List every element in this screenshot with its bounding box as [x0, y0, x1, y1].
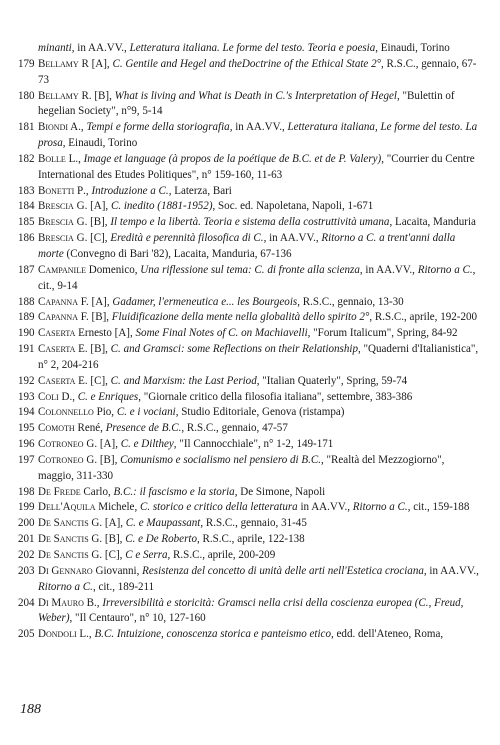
- bibliography-entry: [18, 437, 482, 453]
- entry-publication: , "Quaderni d'Italianistica", n° 2, 204-216: [38, 343, 479, 371]
- entry-number: 200: [18, 517, 35, 530]
- entry-detail: Giovanni,: [92, 564, 143, 577]
- entry-author: De Sanctis: [38, 517, 89, 530]
- entry-title: C e Serra: [125, 549, 168, 561]
- entry-title: minanti: [38, 42, 72, 54]
- entry-detail: . [B],: [88, 89, 115, 102]
- entry-number: 184: [18, 200, 35, 213]
- entry-publication: , Laterza, Bari: [168, 184, 232, 197]
- entry-detail: G. [B],: [83, 453, 121, 466]
- entry-author: Comoth: [38, 422, 75, 435]
- entry-author: Bonetti P: [38, 184, 84, 197]
- entry-detail: F. [B],: [77, 311, 112, 324]
- entry-number: [0, 41, 18, 57]
- entry-number: 205: [18, 628, 35, 641]
- entry-text: [38, 485, 482, 501]
- entry-title: Eredità e perennità filosofica di C.: [110, 232, 264, 245]
- entry-title: Gadamer, l'ermeneutica e... les Bourgeois: [112, 295, 298, 308]
- entry-text: [38, 500, 482, 516]
- entry-publication: , "Bulettin of hegelian Society", n°9, 5-14: [38, 89, 455, 118]
- entry-author: Colonnello: [38, 406, 94, 419]
- entry-text: [38, 564, 482, 596]
- entry-secondary-title: Ritorno a C. a trent'anni dalla morte: [38, 232, 456, 260]
- entry-title: Resistenza del concetto di unità delle arti nell'Estetica crociana: [142, 564, 424, 577]
- entry-text: [38, 532, 482, 548]
- entry-number: 199: [18, 501, 35, 514]
- entry-secondary-title: Ritorno a C.: [38, 580, 93, 593]
- entry-detail: [A],: [88, 57, 113, 70]
- entry-number: 181: [18, 121, 35, 134]
- entry-number: 182: [18, 152, 35, 165]
- entry-text: [38, 231, 482, 263]
- entry-publication: , R.S.C., gennaio, 67-73: [38, 57, 477, 86]
- entry-author: Brescia G: [38, 232, 85, 245]
- entry-publication: , R.S.C., aprile, 192-200: [369, 311, 478, 324]
- entry-publication: , "Courrier du Centre International des Etudes Politiques", n° 159-160, 11-63: [38, 152, 475, 181]
- entry-author: Campanile: [38, 263, 86, 276]
- entry-number: 179: [18, 57, 35, 70]
- entry-detail: Michele,: [95, 501, 140, 514]
- entry-detail: B.,: [83, 596, 103, 609]
- entry-title: Fluidificazione della mente nella globalità dello spirito 2°: [111, 311, 370, 324]
- entry-title: C. e Enriques: [77, 390, 139, 403]
- entry-author: De Sanctis: [38, 533, 89, 546]
- entry-publication: , in AA.VV.,: [71, 42, 130, 54]
- entry-publication: , De Simone, Napoli: [234, 485, 326, 498]
- entry-text: [38, 310, 482, 326]
- entry-text: [38, 390, 482, 406]
- entry-publication-detail: , Einaudi, Torino: [62, 137, 138, 150]
- entry-detail: G. [C],: [88, 549, 126, 561]
- entry-text: [38, 57, 482, 89]
- entry-title: Some Final Notes of C. on Machiavelli: [135, 327, 308, 340]
- entry-text: [38, 120, 482, 152]
- entry-detail: L.,: [76, 628, 95, 641]
- entry-title: Presence de B.C.: [105, 422, 182, 435]
- entry-number: 197: [18, 453, 35, 466]
- bibliography-entry: [18, 627, 482, 643]
- entry-title: C. and Marxism: the Last Period: [110, 374, 257, 387]
- entry-title: Irreversibilità e storicità: Gramsci nella crisi della coscienza europea (C., Freud, Weber): [38, 596, 464, 625]
- entry-number: 195: [18, 422, 35, 435]
- entry-publication: , Soc. ed. Napoletana, Napoli, 1-671: [212, 200, 374, 213]
- entry-publication: , R.S.C., gennaio, 31-45: [200, 517, 307, 530]
- entry-author: Di Mauro: [38, 596, 84, 609]
- entry-text: [38, 548, 482, 564]
- entry-number: 193: [18, 390, 35, 403]
- bibliography-entry: [18, 516, 482, 532]
- entry-number: 198: [18, 485, 35, 498]
- entry-author: Bellamy R: [38, 89, 89, 102]
- entry-detail: E. [B],: [75, 343, 111, 356]
- entry-text: [38, 263, 482, 295]
- entry-author: Caserta: [38, 343, 76, 356]
- entry-number: 185: [18, 216, 35, 229]
- entry-detail: Pio,: [93, 406, 117, 419]
- entry-title: C. storico e critico della letteratura: [139, 501, 298, 514]
- entry-detail: . [B],: [84, 216, 111, 229]
- entry-publication: , "Il Cannocchiale", n° 1-2, 149-171: [173, 438, 334, 451]
- bibliography-entry: [18, 120, 482, 152]
- entry-detail: F. [A],: [77, 295, 113, 308]
- entry-text: [38, 453, 482, 485]
- entry-publication: , "Realtà del Mezzogiorno", maggio, 311-330: [38, 453, 445, 482]
- bibliography-entry: [18, 263, 482, 295]
- entry-text: [38, 199, 482, 215]
- entry-author: Cotroneo: [38, 438, 84, 451]
- bibliography-entry: [18, 453, 482, 485]
- entry-text: [38, 516, 482, 532]
- entry-author: Dondoli: [38, 628, 77, 641]
- entry-title: Image et language (à propos de la poétique de B.C. et de P. Valery): [83, 152, 382, 165]
- entry-text: [38, 374, 482, 390]
- bibliography-entry: [18, 405, 482, 421]
- entry-text: [38, 326, 482, 342]
- entry-title: B.C. Intuizione, conoscenza storica e panteismo etico: [94, 628, 331, 641]
- entry-publication: , Lacaita, Manduria: [389, 216, 476, 229]
- entry-author: Biondi A: [38, 121, 79, 134]
- entry-detail: Carlo,: [80, 485, 114, 498]
- entry-publication: , R.S.C., gennaio, 47-57: [181, 422, 288, 435]
- bibliography-list: [18, 41, 482, 643]
- bibliography-entry: [18, 374, 482, 390]
- entry-publication: , Studio Editoriale, Genova (ristampa): [175, 406, 345, 419]
- entry-publication: , in AA.VV.,: [423, 564, 479, 577]
- entry-publication-detail: (Convegno di Bari '82), Lacaita, Manduria, 67-136: [63, 247, 292, 260]
- entry-author: Bolle L: [38, 152, 76, 165]
- entry-number: 188: [18, 295, 35, 308]
- entry-title: What is living and What is Death in C.'s Interpretation of Hegel: [114, 89, 398, 102]
- entry-detail: . [A],: [84, 200, 111, 213]
- entry-title: C. e Maupassant: [125, 517, 201, 530]
- entry-secondary-title: Ritorno a C.: [352, 501, 408, 514]
- entry-number: 196: [18, 438, 35, 451]
- bibliography-entry: [18, 596, 482, 628]
- entry-number: 183: [18, 184, 35, 197]
- entry-author: Coli: [38, 390, 59, 403]
- entry-number: 190: [18, 327, 35, 340]
- entry-number: 186: [18, 232, 35, 245]
- entry-number: 204: [18, 596, 35, 609]
- entry-secondary-title: Letteratura italiana. Le forme del testo. Teoria e poesia: [129, 42, 376, 54]
- entry-publication: , "Italian Quaterly", Spring, 59-74: [256, 374, 408, 387]
- bibliography-entry: [18, 421, 482, 437]
- bibliography-entry: [18, 199, 482, 215]
- entry-publication-detail: , cit., 189-211: [92, 580, 155, 593]
- entry-title: C. inedito (1881-1952): [110, 200, 213, 213]
- entry-author: Di Gennaro: [38, 564, 93, 577]
- entry-author: Dell'Aquila: [38, 501, 96, 514]
- entry-text: [38, 421, 482, 437]
- entry-text: [38, 627, 482, 643]
- entry-author: Cotroneo: [38, 453, 84, 466]
- entry-title: Comunismo e socialismo nel pensiero di B.C.: [120, 453, 321, 466]
- entry-detail: Domenico,: [85, 263, 141, 276]
- bibliography-entry: [18, 184, 482, 200]
- bibliography-entry: [18, 548, 482, 564]
- entry-text: [38, 184, 482, 200]
- entry-title: C. e De Roberto: [125, 533, 197, 546]
- entry-detail: G. [A],: [88, 517, 126, 530]
- bibliography-entry: [0, 41, 482, 57]
- entry-author: Brescia G: [38, 200, 85, 213]
- entry-publication-detail: , Einaudi, Torino: [375, 42, 450, 54]
- entry-publication: , R.S.C., aprile, 200-209: [167, 549, 276, 561]
- bibliography-entry: [18, 500, 482, 516]
- entry-publication: , R.S.C., gennaio, 13-30: [297, 295, 404, 308]
- entry-author: Capanna: [38, 311, 78, 324]
- entry-number: 192: [18, 374, 35, 387]
- bibliography-entry: [18, 564, 482, 596]
- entry-detail: E. [C],: [75, 374, 111, 387]
- entry-publication-detail: , cit., 159-188: [407, 501, 470, 514]
- entry-author: Bellamy R: [38, 57, 89, 70]
- bibliography-entry: [18, 390, 482, 406]
- bibliography-entry: [18, 89, 482, 121]
- entry-publication: , R.S.C., aprile, 122-138: [196, 533, 305, 546]
- page-number: 188: [20, 702, 41, 717]
- entry-text: [38, 342, 482, 374]
- entry-author: Capanna: [38, 295, 78, 308]
- entry-detail: G. [A],: [83, 438, 121, 451]
- bibliography-entry: [18, 485, 482, 501]
- entry-text: [38, 89, 482, 121]
- bibliography-entry: [18, 532, 482, 548]
- entry-title: C. e i vociani: [116, 406, 176, 419]
- entry-text: [38, 405, 482, 421]
- entry-publication: , in AA.VV.,: [359, 263, 418, 276]
- entry-number: 201: [18, 533, 35, 546]
- entry-title: Il tempo e la libertà. Teoria e sistema della costruttività umana: [110, 216, 390, 229]
- bibliography-entry: [18, 152, 482, 184]
- entry-text: [38, 596, 482, 628]
- entry-secondary-title: Letteratura italiana, Le forme del testo. La prosa: [38, 121, 478, 150]
- entry-publication: , "Il Centauro", n° 10, 127-160: [69, 612, 206, 625]
- entry-publication: , "Forum Italicum", Spring, 84-92: [307, 327, 458, 340]
- entry-number: 194: [18, 406, 35, 419]
- bibliography-entry: [18, 215, 482, 231]
- entry-title: C. Gentile and Hegel and theDoctrine of the Ethical State 2°: [112, 57, 382, 70]
- entry-detail: .,: [78, 121, 87, 134]
- entry-text: [38, 295, 482, 311]
- entry-detail: G. [B],: [88, 533, 126, 546]
- entry-number: 203: [18, 564, 35, 577]
- entry-publication: in AA.VV.,: [297, 501, 353, 514]
- entry-text: [38, 152, 482, 184]
- entry-title: B.C.: il fascismo e la storia: [113, 485, 235, 498]
- entry-publication-detail: , cit., 9-14: [38, 263, 476, 292]
- entry-author: De Sanctis: [38, 549, 89, 561]
- entry-title: Una riflessione sul tema: C. di fronte alla scienza: [140, 263, 360, 276]
- entry-text: [18, 41, 482, 57]
- entry-author: Caserta: [38, 374, 76, 387]
- entry-detail: René,: [74, 422, 106, 435]
- entry-author: Brescia G: [38, 216, 85, 229]
- entry-detail: Ernesto [A],: [75, 327, 136, 340]
- entry-title: C. e Dilthey: [120, 438, 174, 451]
- entry-number: 202: [18, 549, 35, 561]
- bibliography-entry: [18, 231, 482, 263]
- entry-detail: .,: [75, 152, 84, 165]
- entry-author: Caserta: [38, 327, 76, 340]
- entry-secondary-title: Ritorno a C.: [417, 263, 473, 276]
- entry-publication: , edd. dell'Ateneo, Roma,: [331, 628, 444, 641]
- entry-number: 191: [18, 343, 35, 356]
- entry-detail: . [C],: [84, 232, 111, 245]
- entry-publication: , "Giornale critico della filosofia italiana", settembre, 383-386: [138, 390, 413, 403]
- entry-publication: , in AA.VV.,: [263, 232, 322, 245]
- entry-publication: , in AA.VV.,: [229, 121, 288, 134]
- entry-detail: .,: [83, 184, 92, 197]
- entry-title: C. and Gramsci: some Reflections on their Relationship: [110, 343, 358, 356]
- bibliography-entry: [18, 326, 482, 342]
- entry-author: De Frede: [38, 485, 81, 498]
- bibliography-entry: [18, 342, 482, 374]
- entry-number: 187: [18, 263, 35, 276]
- bibliography-entry: [18, 57, 482, 89]
- entry-detail: D.,: [58, 390, 78, 403]
- entry-title: Tempi e forme della storiografia: [86, 121, 230, 134]
- entry-number: 189: [18, 311, 35, 324]
- bibliography-entry: [18, 310, 482, 326]
- entry-number: 180: [18, 89, 35, 102]
- entry-text: [38, 437, 482, 453]
- entry-text: [38, 215, 482, 231]
- entry-title: Introduzione a C.: [91, 184, 169, 197]
- bibliography-entry: [18, 295, 482, 311]
